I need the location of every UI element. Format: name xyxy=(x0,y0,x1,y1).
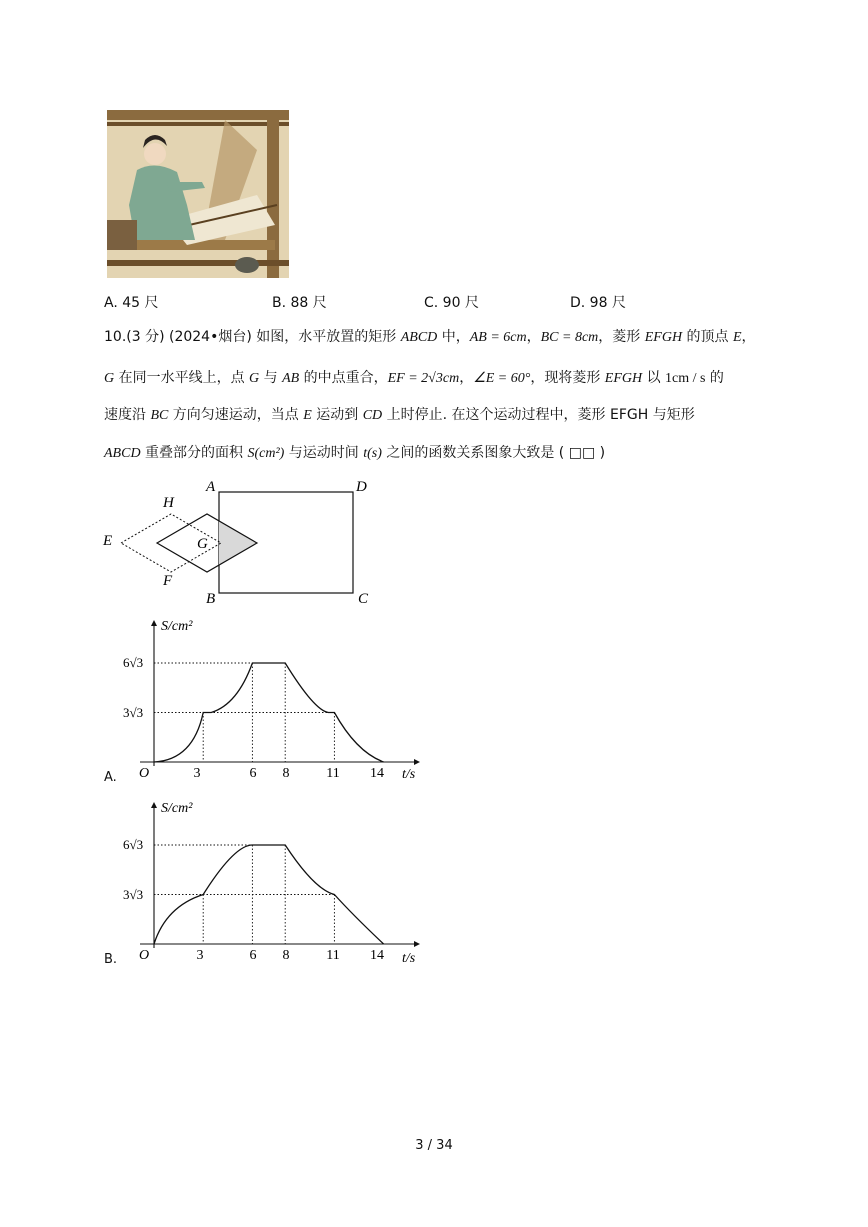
x-tick-a-2: 6 xyxy=(249,766,257,781)
question-10-line-4: ABCD 重叠部分的面积 S(cm²) 与运动时间 t(s) 之间的函数关系图象大致是 ( □□ ) xyxy=(104,445,606,461)
axes-a xyxy=(140,620,420,766)
x-tick-a-5: 14 xyxy=(370,766,384,781)
option-b-letter: B. xyxy=(104,952,118,967)
label-d: D xyxy=(356,479,367,495)
x-tick-b-3: 8 xyxy=(282,948,290,963)
x-tick-b-1: 3 xyxy=(196,948,204,963)
question-10-line-1: 10.(3 分) (2024•烟台) 如图，水平放置的矩形 ABCD 中，AB = 6cm，BC = 8cm，菱形 EFGH 的顶点 E， xyxy=(104,329,756,345)
grid-a xyxy=(154,663,334,762)
page-number: 3 / 34 xyxy=(415,1138,453,1153)
x-axis-label-b: t/s xyxy=(402,951,416,966)
y-tick-low-b: 3√3 xyxy=(123,887,144,902)
y-tick-high-b: 6√3 xyxy=(123,837,144,852)
x-axis-label-a: t/s xyxy=(402,767,416,782)
rhombus-rectangle-figure xyxy=(96,474,386,610)
label-h: H xyxy=(163,495,174,511)
y-tick-high-a: 6√3 xyxy=(123,655,144,670)
origin-label-b: O xyxy=(139,948,150,963)
option-c-q9: C. 90 尺 xyxy=(424,295,479,311)
y-axis-arrow-b xyxy=(151,802,157,808)
label-a: A xyxy=(206,479,216,495)
option-a-letter: A. xyxy=(104,770,117,785)
label-e: E xyxy=(103,533,113,549)
graph-option-a xyxy=(96,612,436,788)
overlap-shaded-region xyxy=(219,521,257,565)
x-axis-arrow-a xyxy=(414,759,420,765)
y-axis-label-a: S/cm² xyxy=(161,619,193,634)
label-g: G xyxy=(197,536,208,552)
x-tick-b-2: 6 xyxy=(249,948,257,963)
grid-b xyxy=(154,845,334,944)
y-tick-low-a: 3√3 xyxy=(123,705,144,720)
origin-label-a: O xyxy=(139,766,150,781)
x-tick-a-3: 8 xyxy=(282,766,290,781)
x-tick-b-4: 11 xyxy=(326,948,340,963)
y-axis-arrow-a xyxy=(151,620,157,626)
x-axis-arrow-b xyxy=(414,941,420,947)
x-tick-a-1: 3 xyxy=(193,766,201,781)
option-a-q9: A. 45 尺 xyxy=(104,295,159,311)
curve-a xyxy=(154,663,384,762)
y-axis-label-b: S/cm² xyxy=(161,801,193,816)
x-tick-b-5: 14 xyxy=(370,948,384,963)
axes-b xyxy=(140,802,420,948)
question-10-line-2: G 在同一水平线上，点 G 与 AB 的中点重合，EF = 2√3cm，∠E = 60°，现将菱形 EFGH 以 1cm / s 的 xyxy=(104,370,724,386)
option-d-q9: D. 98 尺 xyxy=(570,295,626,311)
label-b: B xyxy=(206,591,216,607)
weaving-painting xyxy=(107,110,289,278)
label-c: C xyxy=(358,591,369,607)
option-b-q9: B. 88 尺 xyxy=(272,295,327,311)
label-f: F xyxy=(163,573,173,589)
graph-option-b xyxy=(96,794,436,970)
x-tick-a-4: 11 xyxy=(326,766,340,781)
question-10-line-3: 速度沿 BC 方向匀速运动，当点 E 运动到 CD 上时停止. 在这个运动过程中，菱形 EFGH 与矩形 xyxy=(104,407,695,423)
curve-b xyxy=(154,845,384,944)
